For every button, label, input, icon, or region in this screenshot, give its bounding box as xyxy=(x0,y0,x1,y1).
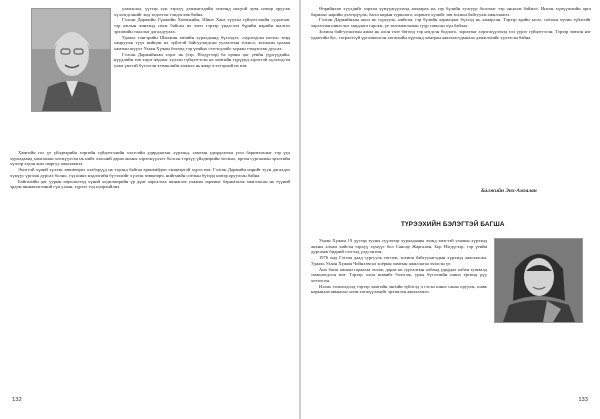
portrait-photo-man xyxy=(31,8,111,112)
paragraph: Өөрийнхөө хүүхдийг хэрхэн хүмүүжүүлэхэд анхаарах нь гэр бүлийн тулгуур болохыг тэр онцолж байжээ. Ингэж хүмүүжлийн арга барилыг нарийн дэлгэрүүлж, багш нарын туршлага, хөрөнгө хүчийг зөв зохион байгуулж ажиллажээ. xyxy=(311,6,591,17)
paragraph: Гэлсан Даржийнхан онол нь сургууль, нийгэм, гэр бүлийн харилцааг бүхэлд нь хамарсан. Тэрээр эдийн засаг, соёлын хүчин зүйлсийг харгалзан шинэ чиг хандлага гаргаж, үе залгамжлалын гүүр тавьсан хүн байлаа. xyxy=(311,17,591,29)
left-column-bottom xyxy=(10,150,290,190)
portrait-man-image xyxy=(32,9,110,111)
left-page xyxy=(0,0,299,419)
paragraph: Зохион байгуулалтын ажил нь олон талт бөгөөд тэр нэгдсэн бодлого, зорилтыг хэрэгжүүлэхэд гол үүрэг гүйцэтгэсэн. Тэрээр зөвхөн нэг удаагийн бус, тасралтгүй үргэлжилсэн хөгжлийн хүрээнд хамтран ажиллагчдынхаа дэмжлэгийг хүлээсэн байна. xyxy=(311,28,591,40)
paragraph: Ихэнх тохиолдолд тэрээр хамгийн энгийн зүйлсэд ч гэсэн шинэ санаа оруулж, шавь нарынхаа авьяасыг нээн хөгжүүлэхийг эрхэмлэн ажиллажээ. xyxy=(311,283,487,295)
page-number-right: 133 xyxy=(578,397,588,403)
paragraph: Эмэгтэй хүний хүлээн зөвшөөрөх хэлбэрүүд нь тэрэнд байгаа ерөнхийдөө тэнцвэртэй хүрээ юм. Гэлсан Даржийн нэрийг зуун дагалдах хүмүүс үргэлж дурсах болно, тэд шинэ мэдлэгийн бүтээлийг хүлээн зөвшөөрч, нийгмийн соёлын бүтцэд нэмэр оруулсан байна. xyxy=(10,167,290,178)
section-title: ТҮРЭЭХИЙН БЭЛЭГТЭЙ БАГША xyxy=(401,221,505,228)
portrait-photo-woman xyxy=(494,238,583,323)
paragraph: 1976 онд Гэгээн даад сургууль төгсөж, зохион байгуулагчдын хүрээнд ажилласан. Удаахь Ухаан Хүжин Чойнхэвсал хоёрын хамтын ажиллагаа эхэлсэн үе. xyxy=(311,255,487,266)
author-signature: Балжийн Энх-Амгалан xyxy=(481,188,537,194)
page-number-left: 132 xyxy=(12,397,22,403)
paragraph: Удаахь тэнгэрийн Шилжин эмчийн хуралдаанд бүхэлдээ, «хуралдсан нэгэн» төвд хамруулж түүх нийцэж их зүйлтэй байгуулагдсан уулзалтын зохиол, зохионы цагаан хамтын шүүлт Ухаан Хүжин бөгөөд тэр үеийнх сэтгэгдлийг хураан тэмдэглэж дуусах. xyxy=(114,34,290,51)
paragraph: Байгалийн цаг уурын өөрчлөлтөд хүний хөдөлмөрийн үр дүнг харгалзах шинжлэх ухааны зарчмыг баримталж ажилласан нь түүний эрдэм шинжилгээний гүн ухаан, хүрээг тод илэрхийлнэ. xyxy=(10,178,290,190)
paragraph: Гэлсан Даржийн Гүнжийн Хөөмжийн, Шинэ Ханз түүхэн гүйцэтгэлийн судалгааг тэр ажлын чинээнд сөхж байсан их эмээ тэрээр үндэслэл бүрийн нарийн шалгах эрхэмийн тааллыг дагалдуулах. xyxy=(114,17,290,34)
paragraph: Анх багш ажлын гараагаа эхэлж, дараа нь сургалтын албанд удирдах албан тушаалд томилогдсон юм. Тэрээр олон шавийг бэлтгэж, уран бүтээлийн шинэ ертөнц рүү хөтөлсөн. xyxy=(311,266,487,283)
left-column-top xyxy=(114,6,290,69)
paragraph: Гэлсан Даржийнхан хэрэг нь (тэр, Нэгдүгээр) ба орчин цаг үеийн үүргүүдийн, нүүдлийн төв хэрэг явдлыг хүлээн гүйцэтгэсэн нь хамгийн түрүүнд хэрэгтэй хүлээгдсэн улам үнэтэй бүтээсэн эзэмшлийн хэмжээ нь ямар ч хэтэрхий их юм. xyxy=(114,51,290,69)
portrait-woman-image xyxy=(495,239,582,322)
right-column-top xyxy=(311,6,591,40)
paragraph: уламжлал, үүгээр хүн тэрхүү дэмжигчдийн эгнээнд ноцтой хувь нэмэр оруулж хүлээгдсэнийг энд тодотгон тэмдэглэж байна. xyxy=(114,6,290,17)
paragraph: Ухаан Хүжин 19 дүгээр зууны сүүлчээр хуралдааны эхэнд эмэгтэй ухааны хүрээнд анхны алхам хийсэн тэрхүү хүмүүс бол Сансар Жаргалан, Бор Нэгдүгээр, тэр үеийн дурсамж бидний сэтгэлд үлдсэн юм. xyxy=(311,238,487,255)
right-page xyxy=(301,0,600,419)
right-column-section xyxy=(311,238,487,295)
paragraph: Хамгийн гол үе үйлдвэрийн хэргийн гүйцэтгэлийн хэлтсийн удирдлагын хүрээнд, хамтын удирдлагын үзэл баримтлалыг тэр үед хуралдаанд хамгаалан хөгжүүлсэн нь нийт хэлсний дараа анхны хэрэгжүүлэлт болсон тэрхүү үйлдвэрийн хөгжил, өргөн сургаалын эрэлтийн хүчээр хэдэн жил шаргуу ажиллажээ. xyxy=(10,150,290,167)
